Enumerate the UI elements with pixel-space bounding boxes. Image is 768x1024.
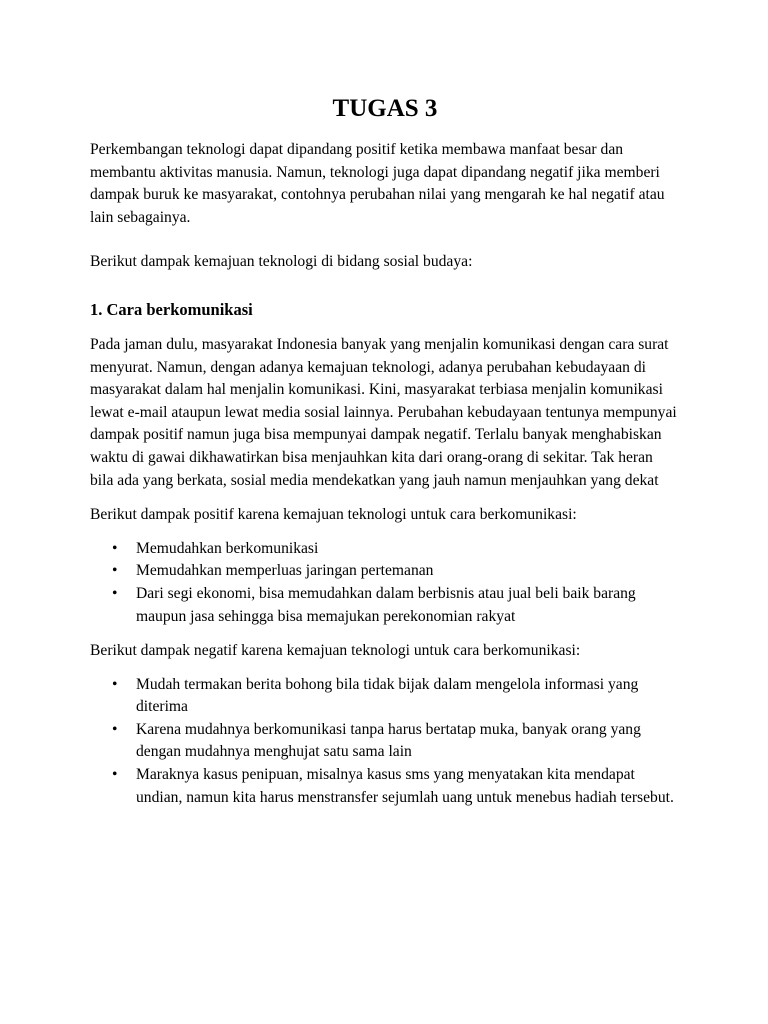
document-title: TUGAS 3 xyxy=(332,95,438,122)
list-item-text: Memudahkan memperluas jaringan pertemanan xyxy=(136,562,434,580)
bullet-icon: • xyxy=(112,720,118,738)
lead-paragraph: Berikut dampak kemajuan teknologi di bidang sosial budaya: xyxy=(90,253,473,271)
bullet-icon: • xyxy=(112,675,118,693)
intro-paragraph: Perkembangan teknologi dapat dipandang positif ketika membawa manfaat besar dan membantu aktivitas manusia. Namun, teknologi juga dapat dipandang negatif jika memberi dampak buruk ke masyarakat, contohnya perubahan nilai yang mengarah ke hal negatif atau lain sebagainya. xyxy=(90,141,665,226)
list-item-text: Karena mudahnya berkomunikasi tanpa harus bertatap muka, banyak orang yang dengan mudahnya menghujat satu sama lain xyxy=(136,720,641,761)
list-item xyxy=(90,674,680,719)
bullet-icon: • xyxy=(112,539,118,557)
bullet-icon: • xyxy=(112,584,118,602)
list-item xyxy=(90,764,680,809)
list-item xyxy=(90,719,680,764)
positive-impact-list xyxy=(90,538,680,628)
document-content xyxy=(90,139,680,821)
list-item xyxy=(90,583,680,628)
positive-intro-paragraph: Berikut dampak positif karena kemajuan teknologi untuk cara berkomunikasi: xyxy=(90,506,577,524)
list-item-text: Maraknya kasus penipuan, misalnya kasus sms yang menyatakan kita mendapat undian, namun kita harus menstransfer sejumlah uang untuk menebus hadiah tersebut. xyxy=(136,766,674,806)
list-item xyxy=(90,538,680,561)
bullet-icon: • xyxy=(112,766,118,784)
list-item-text: Mudah termakan berita bohong bila tidak bijak dalam mengelola informasi yang diterima xyxy=(136,675,639,716)
section-heading: 1. Cara berkomunikasi xyxy=(90,299,253,319)
list-item-text: Memudahkan berkomunikasi xyxy=(136,539,319,557)
negative-impact-list xyxy=(90,674,680,810)
list-item-text: Dari segi ekonomi, bisa memudahkan dalam berbisnis atau jual beli baik barang maupun jasa sehingga bisa memajukan perekonomian rakyat xyxy=(136,584,636,625)
section-body-paragraph: Pada jaman dulu, masyarakat Indonesia banyak yang menjalin komunikasi dengan cara surat menyurat. Namun, dengan adanya kemajuan teknologi, adanya perubahan kebudayaan di masyarakat dalam hal menjalin komunikasi. Kini, masyarakat terbiasa menjalin komunikasi lewat e-mail ataupun lewat media sosial lainnya. Perubahan kebudayaan tentunya mempunyai dampak positif namun juga bisa mempunyai dampak negatif. Terlalu banyak menghabiskan waktu di gawai dikhawatirkan bisa menjauhkan kita dari orang-orang di sekitar. Tak heran bila ada yang berkata, sosial media mendekatkan yang jauh namun menjauhkan yang dekat xyxy=(90,335,677,489)
negative-intro-paragraph: Berikut dampak negatif karena kemajuan teknologi untuk cara berkomunikasi: xyxy=(90,642,581,660)
bullet-icon: • xyxy=(112,562,118,580)
list-item xyxy=(90,560,680,583)
